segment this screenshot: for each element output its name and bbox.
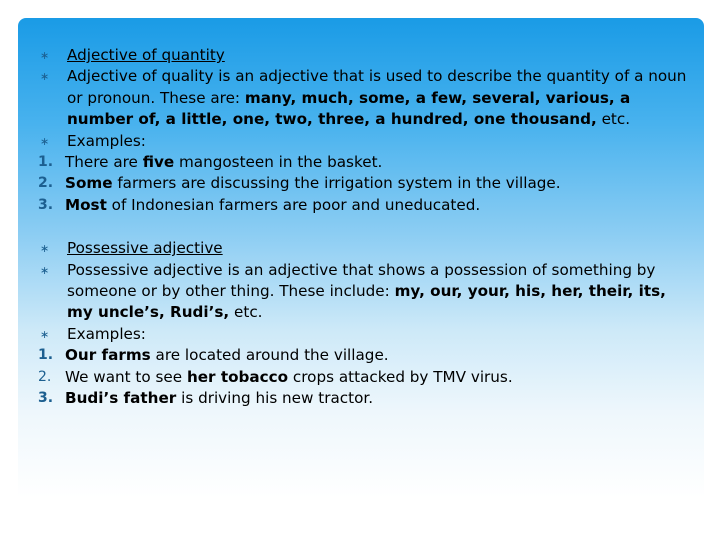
- examples-label: Examples:: [67, 324, 146, 343]
- example-text: There are five mangosteen in the basket.: [65, 153, 383, 172]
- bullet-definition-possessive: [38, 260, 688, 324]
- example-number: 3.: [38, 390, 54, 407]
- example-text: Our farms are located around the village.: [65, 346, 389, 365]
- example-item: [38, 345, 688, 366]
- bullet-star-icon: ∗: [40, 49, 50, 62]
- bullet-examples-label-possessive: [38, 324, 688, 345]
- example-number: 2.: [38, 175, 54, 192]
- heading-possessive-adjective: Possessive adjective: [67, 239, 223, 258]
- heading-adjective-of-quantity: Adjective of quantity: [67, 46, 225, 64]
- definition-possessive: Possessive adjective is an adjective that shows a possession of something by someone or by other thing. These include: my, our, your, his, her, their, its, my uncle’s, Rudi’s, etc.: [67, 260, 666, 322]
- bullet-star-icon: ∗: [40, 263, 50, 277]
- example-number: 1.: [38, 154, 54, 171]
- example-number: 3.: [38, 196, 54, 213]
- example-number: 1.: [38, 347, 54, 364]
- slide-content: [38, 45, 688, 410]
- example-item: [38, 388, 688, 409]
- bullet-star-icon: ∗: [40, 242, 50, 256]
- bullet-examples-label-quantity: [38, 131, 688, 152]
- bullet-star-icon: ∗: [40, 327, 50, 341]
- example-text: We want to see her tobacco crops attacked by TMV virus.: [65, 367, 513, 386]
- bullet-heading-quantity: [38, 45, 688, 66]
- section-spacer: [38, 216, 688, 238]
- example-item: [38, 367, 688, 388]
- quantity-terms: many, much, some, a few, several, various, a number of, a little, one, two, three, a hundred, one thousand,: [67, 88, 631, 129]
- possessive-terms: my, our, your, his, her, their, its, my uncle’s, Rudi’s,: [67, 282, 666, 322]
- example-text: Some farmers are discussing the irrigation system in the village.: [65, 174, 561, 193]
- example-number: 2.: [38, 368, 52, 385]
- example-item: [38, 173, 688, 194]
- definition-quantity: Adjective of quality is an adjective that is used to describe the quantity of a noun or pronoun. These are: many, much, some, a few, several, various, a number of, a little, one, two, three, a hundred, one thousand, etc.: [67, 67, 687, 129]
- example-text: Budi’s father is driving his new tractor.: [65, 389, 374, 408]
- example-item: [38, 152, 688, 173]
- bullet-definition-quantity: [38, 66, 688, 130]
- example-item: [38, 195, 688, 216]
- bullet-heading-possessive: [38, 238, 688, 259]
- bullet-star-icon: ∗: [40, 70, 50, 84]
- bullet-star-icon: ∗: [40, 134, 50, 148]
- examples-label: Examples:: [67, 131, 146, 150]
- example-text: Most of Indonesian farmers are poor and uneducated.: [65, 195, 481, 214]
